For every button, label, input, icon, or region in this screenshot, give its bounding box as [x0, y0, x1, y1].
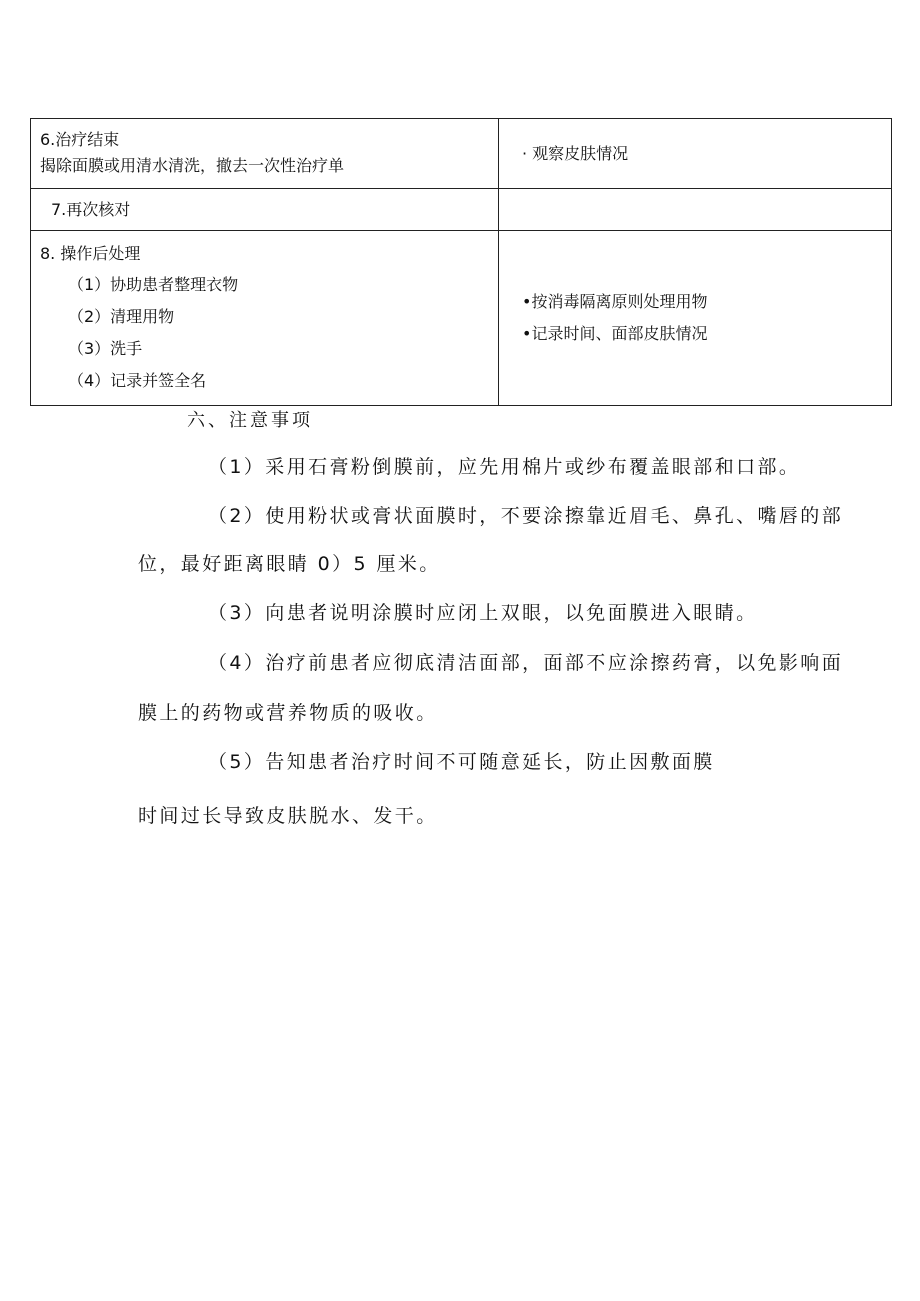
- step8-item: （1）协助患者整理衣物: [68, 275, 239, 294]
- step6-note: · 观察皮肤情况: [522, 143, 629, 163]
- precaution-1: [138, 452, 898, 479]
- step7-note-cell: [499, 189, 892, 231]
- precaution-5-line-1: [138, 747, 898, 774]
- precaution-2-line-2: [138, 549, 898, 576]
- step8-item: （4）记录并签全名: [68, 371, 207, 390]
- precaution-text: （4）治疗前患者应彻底清洁面部，面部不应涂擦药膏，以免影响面: [208, 652, 844, 674]
- step8-cell: [31, 231, 499, 406]
- precaution-4-line-2: [138, 698, 898, 725]
- precaution-text: 膜上的药物或营养物质的吸收。: [138, 702, 438, 724]
- step8-item: （3）洗手: [68, 339, 143, 358]
- section-heading: 六、注意事项: [187, 410, 313, 431]
- precaution-4-line-1: [138, 648, 898, 675]
- step7-title: 7.再次核对: [51, 199, 131, 219]
- precaution-text: （5）告知患者治疗时间不可随意延长，防止因敷面膜: [208, 751, 715, 773]
- precaution-text: （1）采用石膏粉倒膜前，应先用棉片或纱布覆盖眼部和口部。: [208, 456, 801, 478]
- step6-title: 6.治疗结束: [40, 129, 120, 149]
- precaution-text: （2）使用粉状或膏状面膜时，不要涂擦靠近眉毛、鼻孔、嘴唇的部: [208, 505, 844, 527]
- table-row-step8: [31, 231, 892, 406]
- precaution-2-line-1: [138, 501, 898, 528]
- procedure-table: [30, 118, 892, 406]
- step6-note-cell: [499, 119, 892, 189]
- table-row-step7: [31, 189, 892, 231]
- step8-note: •按消毒隔离原则处理用物: [522, 292, 708, 311]
- precaution-text: （3）向患者说明涂膜时应闭上双眼，以免面膜进入眼睛。: [208, 602, 758, 624]
- step7-cell: [31, 189, 499, 231]
- precaution-text: 时间过长导致皮肤脱水、发干。: [138, 805, 438, 827]
- step8-note-cell: [499, 231, 892, 406]
- precaution-3: [138, 598, 898, 625]
- step6-detail: 揭除面膜或用清水清洗，撤去一次性治疗单: [40, 155, 345, 175]
- step8-note: •记录时间、面部皮肤情况: [522, 324, 708, 343]
- step8-item: （2）清理用物: [68, 307, 175, 326]
- precaution-text: 位，最好距离眼睛 0）5 厘米。: [138, 553, 441, 575]
- table-row-step6: [31, 119, 892, 189]
- precaution-5-line-2: [138, 801, 898, 828]
- step6-cell: [31, 119, 499, 189]
- step8-title: 8. 操作后处理: [40, 244, 141, 263]
